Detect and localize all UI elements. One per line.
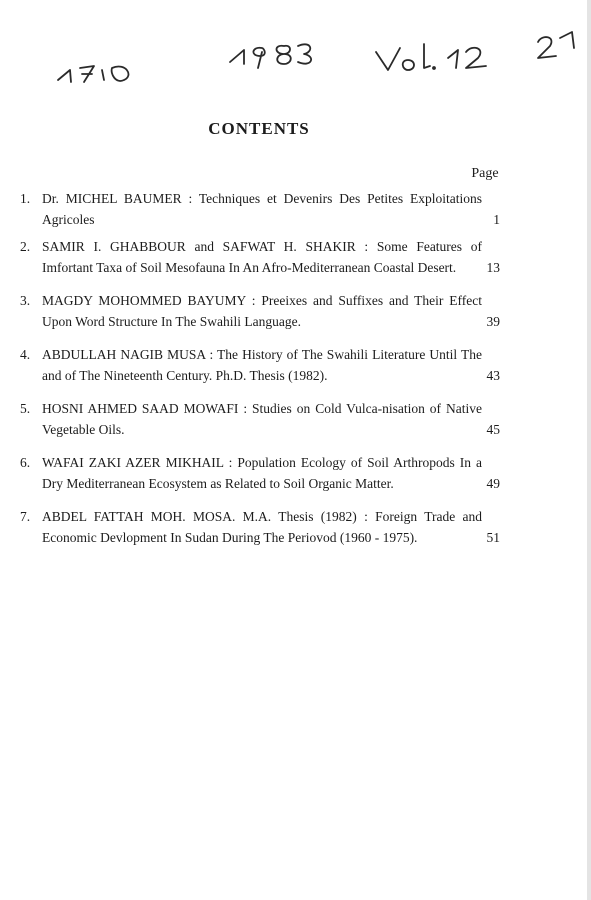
entry-number: 1. [20,191,31,206]
entry-number: 3. [20,293,31,308]
entry-page-number: 1 [493,211,500,227]
entry-title: ABDULLAH NAGIB MUSA : The History of The Swahili Literature Until The and of The Nineteenth Century. Ph.D. Thesis (1982). [42,347,482,383]
page-column-header: Page [471,166,499,181]
contents-entry [20,189,500,230]
entry-number: 2. [20,239,31,254]
entry-page-number: 43 [486,367,500,383]
entry-page-number: 45 [486,421,500,437]
handwritten-number-d [538,32,574,58]
contents-entry [20,237,500,278]
handwritten-volume [376,44,486,70]
entry-number: 7. [20,509,31,524]
entry-title: HOSNI AHMED SAAD MOWAFI : Studies on Cold Vulca-nisation of Native Vegetable Oils. [42,401,482,437]
page-edge [587,0,591,900]
contents-entry [20,291,500,332]
entry-page-number: 49 [486,475,500,491]
entry-title: ABDEL FATTAH MOH. MOSA. M.A. Thesis (1982) : Foreign Trade and Economic Devlopment In Sudan During The Periovod (1960 - 1975). [42,509,482,545]
contents-title: CONTENTS [208,119,310,138]
entry-page-number: 51 [486,529,500,545]
contents-entry [20,345,500,386]
entry-title: MAGDY MOHOMMED BAYUMY : Preeixes and Suffixes and Their Effect Upon Word Structure In The Swahili Language. [42,293,482,329]
contents-list [20,189,500,548]
contents-entry [20,453,500,494]
handwritten-annotations [0,18,591,98]
contents-entry [20,507,500,548]
entry-title: Dr. MICHEL BAUMER : Techniques et Devenirs Des Petites Exploitations Agricoles [42,191,482,227]
entry-page-number: 39 [486,313,500,329]
contents-entry [20,399,500,440]
entry-title: SAMIR I. GHABBOUR and SAFWAT H. SHAKIR : Some Features of Imfortant Taxa of Soil Mesofauna In An Afro-Mediterranean Coastal Desert. [42,239,482,275]
handwritten-number-b [230,44,311,68]
entry-number: 4. [20,347,31,362]
handwritten-number-a [58,66,128,82]
entry-title: WAFAI ZAKI AZER MIKHAIL : Population Ecology of Soil Arthropods In a Dry Mediterranean Ecosystem as Related to Soil Organic Matter. [42,455,482,491]
entry-number: 5. [20,401,31,416]
entry-number: 6. [20,455,31,470]
entry-page-number: 13 [486,259,500,275]
